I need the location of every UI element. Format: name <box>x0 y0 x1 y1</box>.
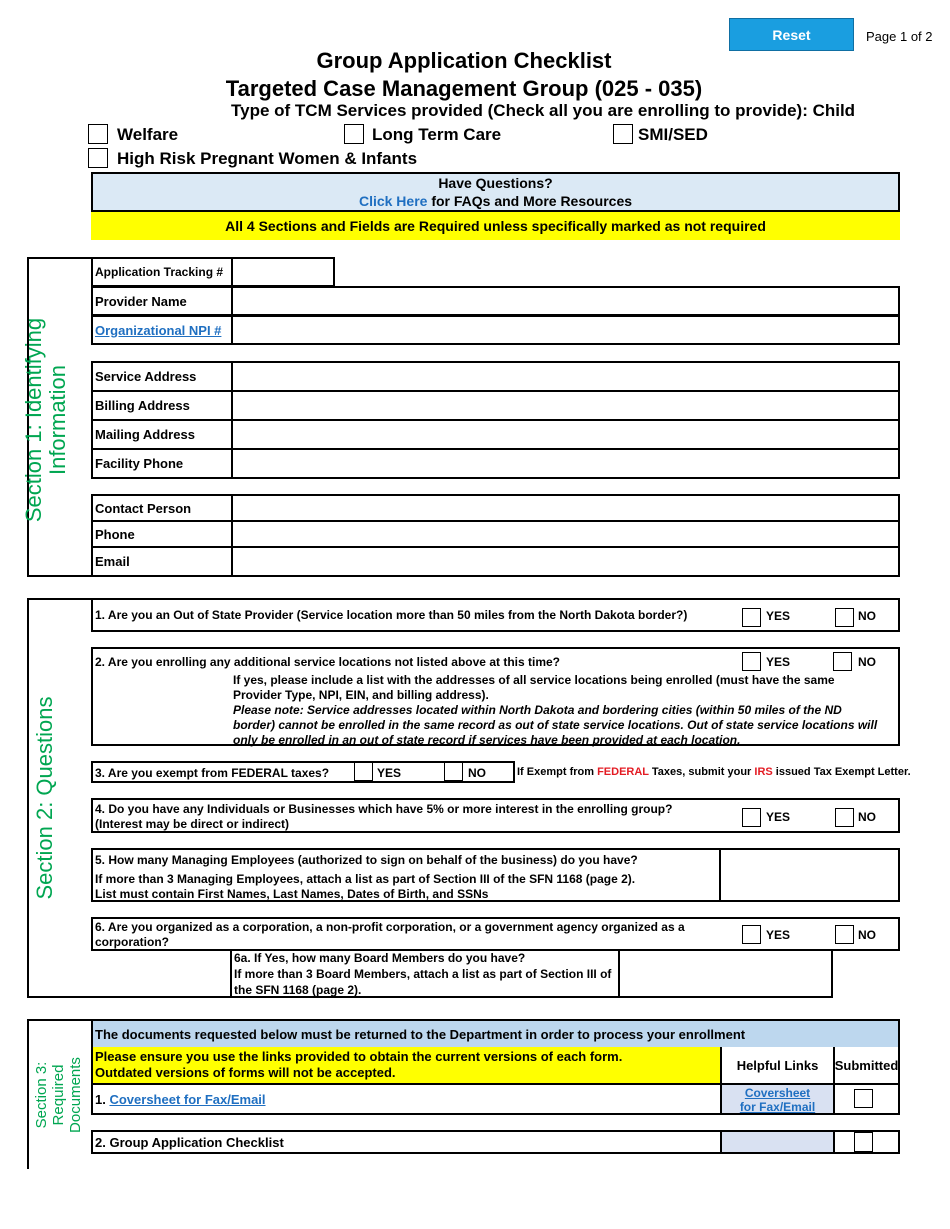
q2-note2: Please note: Service addresses located within North Dakota and bordering cities (within 50 miles of the ND border) cannot be enrolled in the same record as out of state service locations. Out of state service locations will only be enrolled in an out of state record if services have been provided at each location. <box>233 703 878 747</box>
q2-yes-checkbox[interactable] <box>742 652 761 671</box>
q3-no-checkbox[interactable] <box>444 762 463 781</box>
tracking-input[interactable] <box>233 259 333 285</box>
welfare-checkbox[interactable] <box>88 124 108 144</box>
smi-sed-label: SMI/SED <box>638 125 708 144</box>
q6a-text: 6a. If Yes, how many Board Members do you have? If more than 3 Board Members, attach a list as part of Section III of the SFN 1168 (page 2). <box>234 951 612 997</box>
service-address-input[interactable] <box>233 363 898 390</box>
phone-label: Phone <box>93 522 233 546</box>
facility-phone-input[interactable] <box>233 450 898 477</box>
phone-input[interactable] <box>233 522 898 546</box>
tracking-row <box>91 257 335 287</box>
email-row <box>91 546 900 577</box>
q5-row <box>91 848 900 902</box>
q1-row <box>91 598 900 632</box>
contact-person-input[interactable] <box>233 496 898 520</box>
high-risk-pregnant-label: High Risk Pregnant Women & Infants <box>117 149 418 168</box>
section1-title: Section 1: Identifying Information <box>21 317 70 523</box>
smi-sed-checkbox[interactable] <box>613 124 633 144</box>
section3-warning-row <box>91 1047 900 1085</box>
q4-no-checkbox[interactable] <box>835 808 854 827</box>
q4-yes-checkbox[interactable] <box>742 808 761 827</box>
q6a-count-input[interactable] <box>618 949 834 996</box>
q2-no-label: NO <box>858 655 876 669</box>
doc1-submitted-checkbox[interactable] <box>854 1089 873 1108</box>
q6-row <box>91 917 900 951</box>
q3-no-label: NO <box>468 766 486 780</box>
q3-text: 3. Are you exempt from FEDERAL taxes? <box>95 766 330 780</box>
billing-address-row <box>91 390 900 421</box>
services-prompt: Type of TCM Services provided (Check all you are enrolling to provide): Child <box>231 101 856 120</box>
section3-warning: Please ensure you use the links provided to obtain the current versions of each form. Outdated versions of forms will not be accepted. <box>93 1047 720 1083</box>
q2-no-checkbox[interactable] <box>833 652 852 671</box>
doc2-submitted-checkbox[interactable] <box>854 1132 873 1152</box>
doc-row-1 <box>91 1083 900 1115</box>
q3-yes-label: YES <box>377 766 402 780</box>
provider-name-label: Provider Name <box>93 288 233 314</box>
phone-row <box>91 520 900 548</box>
faq-text: for FAQs and More Resources <box>427 193 633 209</box>
questions-box <box>91 172 900 212</box>
section2-title: Section 2: Questions <box>32 696 57 900</box>
section3-header: The documents requested below must be returned to the Department in order to process your enrollment <box>91 1019 900 1049</box>
q6a-row <box>230 949 833 998</box>
q6-text: 6. Are you organized as a corporation, a non-profit corporation, or a government agency organized as a corporation? <box>95 920 685 949</box>
doc2-helpful-cell <box>720 1132 833 1152</box>
page-subtitle: Targeted Case Management Group (025 - 035) <box>225 76 703 101</box>
coversheet-helpful-link[interactable]: Coversheet for Fax/Email <box>720 1085 833 1113</box>
q3-note: If Exempt from FEDERAL Taxes, submit your IRS issued Tax Exempt Letter. <box>517 766 911 778</box>
provider-name-input[interactable] <box>233 288 898 314</box>
contact-person-row <box>91 494 900 522</box>
mailing-address-label: Mailing Address <box>93 421 233 448</box>
section3-title: Section 3: Required Documents <box>33 1057 84 1133</box>
email-label: Email <box>93 548 233 575</box>
facility-phone-row <box>91 448 900 479</box>
required-banner: All 4 Sections and Fields are Required unless specifically marked as not required <box>91 212 900 240</box>
doc2-label: 2. Group Application Checklist <box>95 1135 284 1150</box>
billing-address-input[interactable] <box>233 392 898 419</box>
mailing-address-row <box>91 419 900 450</box>
q1-yes-checkbox[interactable] <box>742 608 761 627</box>
npi-row <box>91 315 900 345</box>
reset-button[interactable]: Reset <box>729 18 854 51</box>
submitted-header: Submitted <box>833 1047 898 1083</box>
billing-address-label: Billing Address <box>93 392 233 419</box>
welfare-label: Welfare <box>117 125 179 144</box>
q5-text: 5. How many Managing Employees (authorized to sign on behalf of the business) do you have? If more than 3 Managing Employees, attach a list as part of Section III of the SFN 1168 (page 2). List must contain First Names, Last Names, Dates of Birth, and SSNs <box>95 853 638 901</box>
q3-row <box>91 761 515 783</box>
questions-heading: Have Questions? <box>438 175 553 191</box>
page-indicator: Page 1 of 2 <box>866 29 933 44</box>
q6-yes-label: YES <box>766 928 791 942</box>
q4-row <box>91 798 900 833</box>
q2-note1: If yes, please include a list with the addresses of all service locations being enrolled (must have the same Provider Type, NPI, EIN, and billing address). <box>233 673 835 702</box>
q2-text: 2. Are you enrolling any additional service locations not listed above at this time? <box>95 655 560 669</box>
email-input[interactable] <box>233 548 898 575</box>
doc-row-2 <box>91 1130 900 1154</box>
contact-person-label: Contact Person <box>93 496 233 520</box>
q6-no-label: NO <box>858 928 876 942</box>
service-address-label: Service Address <box>93 363 233 390</box>
q5-count-input[interactable] <box>719 850 898 900</box>
high-risk-pregnant-checkbox[interactable] <box>88 148 108 168</box>
q4-no-label: NO <box>858 810 876 824</box>
q1-no-checkbox[interactable] <box>835 608 854 627</box>
page-title: Group Application Checklist <box>316 48 612 73</box>
q4-yes-label: YES <box>766 810 791 824</box>
provider-name-row <box>91 286 900 316</box>
tracking-label: Application Tracking # <box>93 259 233 285</box>
q3-yes-checkbox[interactable] <box>354 762 373 781</box>
q1-no-label: NO <box>858 609 876 623</box>
service-address-row <box>91 361 900 392</box>
facility-phone-label: Facility Phone <box>93 450 233 477</box>
q6-yes-checkbox[interactable] <box>742 925 761 944</box>
long-term-care-label: Long Term Care <box>372 125 502 144</box>
coversheet-link[interactable]: Coversheet for Fax/Email <box>109 1092 266 1107</box>
q6-no-checkbox[interactable] <box>835 925 854 944</box>
doc1-number: 1. <box>95 1092 110 1107</box>
q2-yes-label: YES <box>766 655 791 669</box>
mailing-address-input[interactable] <box>233 421 898 448</box>
npi-link[interactable]: Organizational NPI # <box>95 322 222 338</box>
long-term-care-checkbox[interactable] <box>344 124 364 144</box>
q1-yes-label: YES <box>766 609 791 623</box>
q4-text: 4. Do you have any Individuals or Businesses which have 5% or more interest in the enrolling group? (Interest may be direct or indirect) <box>95 802 673 831</box>
helpful-links-header: Helpful Links <box>720 1047 833 1083</box>
faq-link[interactable]: Click Here <box>358 193 428 209</box>
npi-input[interactable] <box>233 317 898 343</box>
q1-text: 1. Are you an Out of State Provider (Service location more than 50 miles from the North Dakota border?) <box>95 608 688 622</box>
q2-row <box>91 647 900 746</box>
